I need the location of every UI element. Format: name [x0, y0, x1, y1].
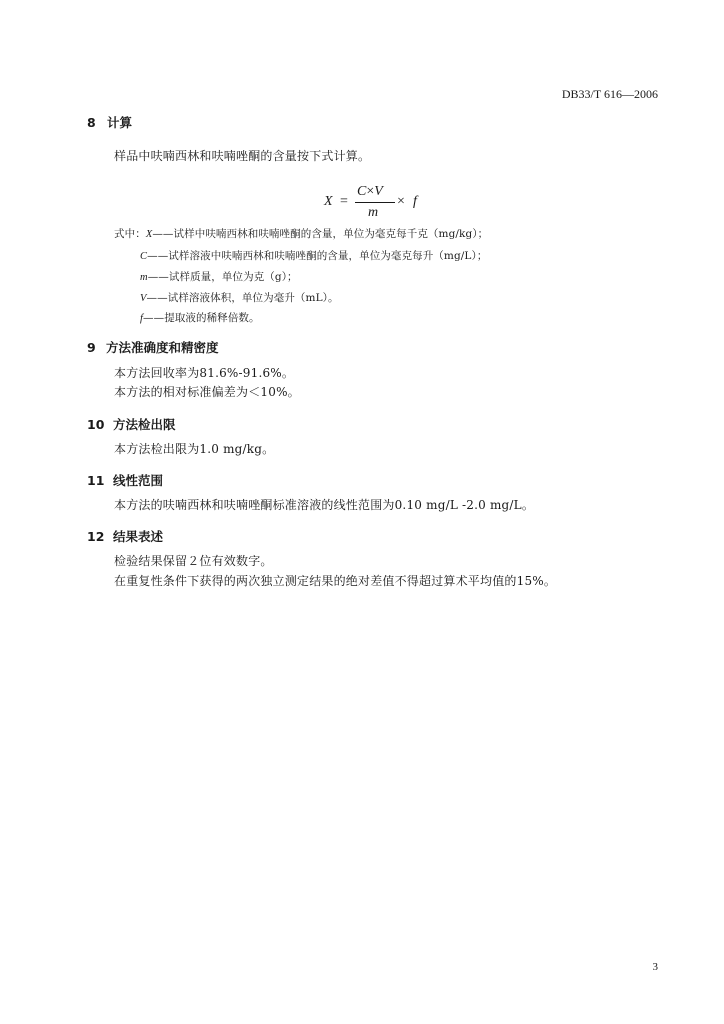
formula-numerator — [357, 184, 383, 200]
formula-times: × — [397, 194, 405, 209]
calculation-formula — [324, 184, 424, 220]
formula-equals: = — [340, 194, 348, 209]
formula-numerator-times: × — [366, 184, 375, 199]
section-title: 方法准确度和精密度 — [106, 340, 219, 355]
formula-denominator: m — [368, 205, 379, 220]
section-12-heading — [87, 527, 163, 545]
section-number: 10 — [87, 417, 105, 432]
page-number: 3 — [652, 961, 658, 973]
formula-v: V — [374, 184, 383, 199]
formula-lhs: X — [324, 194, 333, 209]
def-symbol: C — [140, 251, 148, 262]
def-text: ——提取液的稀释倍数。 — [143, 312, 260, 324]
definition-line — [140, 248, 487, 263]
def-symbol: V — [140, 293, 147, 304]
paragraph: 本方法回收率为81.6%-91.6%。 — [114, 366, 295, 380]
section-9-heading — [87, 338, 219, 356]
def-text: ——试样溶液体积，单位为毫升（mL）。 — [146, 292, 339, 304]
section-10-heading — [87, 415, 176, 433]
where-prefix: 式中： — [114, 228, 146, 240]
def-symbol: m — [140, 272, 148, 283]
formula-factor: f — [413, 194, 417, 209]
definition-line — [140, 269, 298, 284]
section-8-heading — [87, 113, 132, 131]
def-text: ——试样中呋喃西林和呋喃唑酮的含量，单位为毫克每千克（mg/kg）； — [152, 228, 489, 240]
paragraph: 本方法检出限为1.0 mg/kg。 — [114, 442, 275, 456]
paragraph: 检验结果保留２位有效数字。 — [114, 554, 273, 568]
section-number: 8 — [87, 115, 96, 130]
section-number: 9 — [87, 340, 96, 355]
definition-line — [140, 290, 339, 305]
def-text: ——试样质量，单位为克（g）； — [147, 271, 298, 283]
def-symbol: X — [145, 229, 153, 240]
section-number: 11 — [87, 473, 105, 488]
section-number: 12 — [87, 529, 105, 544]
document-code: DB33/T 616—2006 — [561, 87, 658, 101]
def-symbol: f — [140, 313, 144, 324]
fraction-bar — [355, 202, 395, 203]
paragraph: 本方法的呋喃西林和呋喃唑酮标准溶液的线性范围为0.10 mg/L -2.0 mg/L。 — [114, 498, 535, 512]
section-11-heading — [87, 471, 163, 489]
definition-line — [140, 310, 260, 325]
formula-c: C — [357, 184, 367, 199]
paragraph: 本方法的相对标准偏差为＜10%。 — [114, 385, 300, 399]
def-text: ——试样溶液中呋喃西林和呋喃唑酮的含量，单位为毫克每升（mg/L）； — [147, 250, 488, 262]
section-title: 计算 — [107, 115, 133, 130]
paragraph: 在重复性条件下获得的两次独立测定结果的绝对差值不得超过算术平均值的15%。 — [114, 574, 557, 588]
definition-line — [114, 226, 488, 241]
section-title: 线性范围 — [113, 473, 164, 488]
section-8-intro: 样品中呋喃西林和呋喃唑酮的含量按下式计算。 — [114, 149, 371, 163]
section-title: 方法检出限 — [113, 417, 176, 432]
section-title: 结果表述 — [113, 529, 164, 544]
